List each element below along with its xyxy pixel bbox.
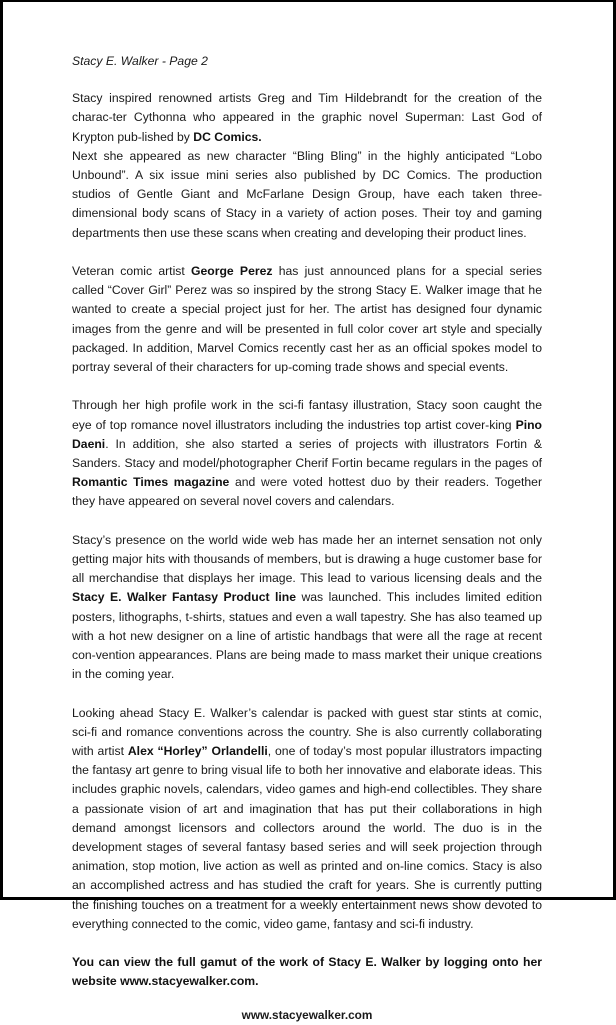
text-segment: has just announced plans for a special series called “Cover Girl” Perez was so inspired by the strong Stacy E. Walker image that he wanted to create a special project just for her. The artist has designed four dynamic images from the genre and will be presented in full color cover art style and specially packaged. In addition, Marvel Comics recently cast her as an official spokes model to portray several of their characters for up-coming trade shows and special events.	[72, 264, 543, 375]
paragraph-pino-daeni	[72, 396, 542, 511]
closing-statement: You can view the full gamut of the work of Stacy E. Walker by logging onto her website www.stacyewalker.com.	[72, 955, 542, 989]
text-segment: and were voted hottest duo by their readers. Together they have appeared on several novel covers and calendars.	[72, 475, 542, 509]
text-segment: Veteran comic artist	[72, 264, 192, 279]
text-segment: Through her high profile work in the sci-fi fantasy illustration, Stacy soon caught the eye of top romance novel illustrators including the industries top artist cover-king	[72, 398, 542, 432]
footer-website-url: www.stacyewalker.com	[241, 1007, 373, 1022]
text-segment: Stacy inspired renowned artists Greg and Tim Hildebrandt for the creation of the charac-ter Cythonna who appeared in the graphic novel Superman: Last God of Krypton pub-lished by	[72, 91, 542, 144]
bold-pino-daeni: Pino Daeni	[72, 417, 542, 451]
text-segment: Looking ahead Stacy E. Walker’s calendar is packed with guest star stints at comic, sci-fi and romance conventions across the country. She is also currently collaborating with artist	[72, 705, 542, 759]
text-segment: , one of today’s most popular illustrators impacting the fantasy art genre to bring visual life to both her innovative and elaborate ideas. This includes graphic novels, calendars, video games and high-end collectibles. They share a passionate vision of art and imagination that has put their collaborations in high demand amongst licensors and collectors around the world. The duo is in the development stages of several fantasy based series and will seek projection through animation, stop motion, live action as well as printed and on-line comics. Stacy is also an accomplished actress and has studied the craft for years. She is currently putting the finishing touches on a treatment for a weekly entertainment news show devoted to everything connected to the comic, video game, fantasy and sci-fi industry.	[72, 744, 542, 931]
text-segment: Stacy’s presence on the world wide web has made her an internet sensation not only getting major hits with thousands of members, but is drawing a huge customer base for all merchandise that displays her image. This lead to various licensing deals and the	[72, 532, 542, 586]
paragraph-george-perez	[72, 262, 542, 377]
text-segment: was launched. This includes limited edition posters, lithographs, t-shirts, statues and even a wall tapestry. She has also teamed up with a hot new designer on a line of artistic handbags that were all the rage at recent con-vention appearances. Plans are being made to mass market their unique creations in the coming year.	[72, 590, 542, 682]
bold-romantic-times: Romantic Times magazine	[72, 475, 230, 490]
page-header: Stacy E. Walker - Page 2	[72, 54, 208, 68]
text-segment: Next she appeared as new character “Bling Bling” in the highly anticipated “Lobo Unbound”. A six issue mini series also published by DC Comics. The production studios of Gentle Giant and McFarlane Design Group, have each taken three-dimensional body scans of Stacy in a variety of action poses. Their toy and gaming departments then use these scans when creating and developing their product lines.	[72, 148, 542, 240]
bold-product-line: Stacy E. Walker Fantasy Product line	[72, 590, 296, 605]
bold-george-perez: George Perez	[191, 264, 273, 279]
text-segment: . In addition, she also started a series of projects with illustrators Fortin & Sanders. Stacy and model/photographer Cherif Fortin became regulars in the pages of	[72, 436, 542, 471]
page-content	[72, 52, 542, 1025]
paragraph-bling-bling	[72, 147, 542, 243]
bold-alex-orlandelli: Alex “Horley” Orlandelli	[127, 744, 268, 759]
bold-dc-comics: DC Comics.	[193, 129, 262, 144]
paragraph-dc-comics	[72, 89, 542, 147]
paragraph-product-line	[72, 531, 542, 685]
